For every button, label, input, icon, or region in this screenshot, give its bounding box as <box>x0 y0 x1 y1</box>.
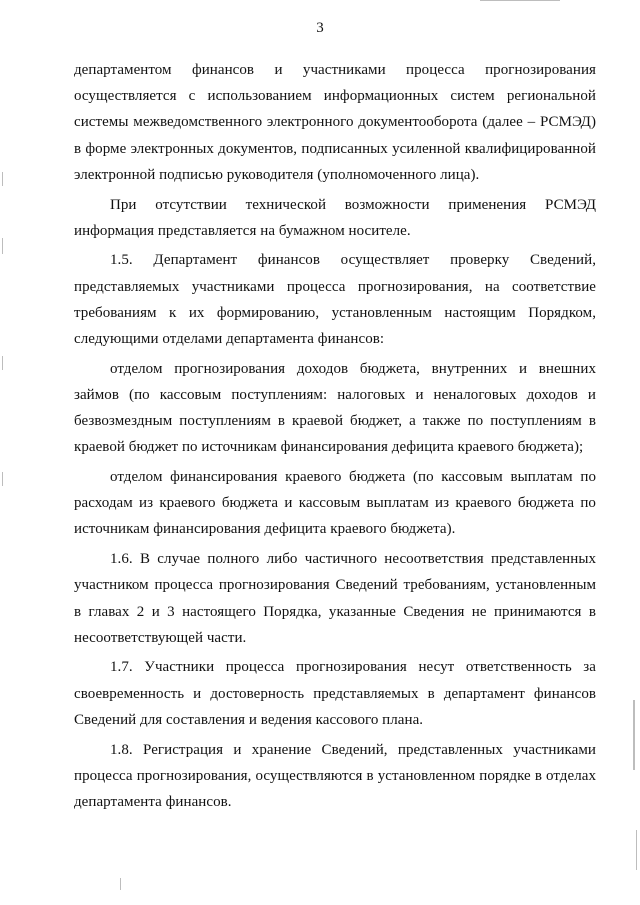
paragraph-paper-fallback: При отсутствии технической возможности применения РСМЭД информация представляется на бумажном носителе. <box>74 196 596 239</box>
scan-edge-mark <box>633 700 635 770</box>
paragraph-1-6: 1.6. В случае полного либо частичного несоответствия представленных участником процесса прогнозирования Сведений требованиям, установленным в главах 2 и 3 настоящего Порядка, указанные Сведения не принимаются в несоответствующей части. <box>74 551 596 646</box>
paragraph-1-5: 1.5. Департамент финансов осуществляет проверку Сведений, представляемых участниками процесса прогнозирования, на соответствие требованиям к их формированию, установленным настоящим Порядком, следующими отделами департамента финансов: <box>74 252 596 348</box>
scan-edge-mark <box>2 172 3 186</box>
scan-edge-mark <box>120 878 121 890</box>
scan-edge-mark <box>636 830 637 870</box>
scan-edge-mark <box>2 472 3 486</box>
scan-edge-mark <box>480 0 560 1</box>
page-number: 3 <box>316 20 324 36</box>
paragraph-revenue-department: отделом прогнозирования доходов бюджета, внутренних и внешних займов (по кассовым поступлениям: налоговых и неналоговых доходов и безвозмездным поступлениям в краевой бюджет, а также по поступлениям в краевой бюджет по источникам финансирования дефицита краевого бюджета); <box>74 360 596 456</box>
scan-edge-mark <box>2 356 3 370</box>
paragraph-1-7: 1.7. Участники процесса прогнозирования несут ответственность за своевременность и достоверность представляемых в департамент финансов Сведений для составления и ведения кассового плана. <box>74 659 596 728</box>
document-body <box>74 57 596 819</box>
paragraph-esed-exchange: департаментом финансов и участниками процесса прогнозирования осуществляется с использованием информационных систем региональной системы межведомственного электронного документооборота (далее – РСМЭД) в форме электронных документов, подписанных усиленной квалифицированной электронной подписью руководителя (уполномоченного лица). <box>74 62 596 183</box>
paragraph-1-8: 1.8. Регистрация и хранение Сведений, представленных участниками процесса прогнозирования, осуществляются в установленном порядке в отделах департамента финансов. <box>74 741 596 810</box>
paragraph-financing-department: отделом финансирования краевого бюджета (по кассовым выплатам по расходам из краевого бюджета и кассовым выплатам из краевого бюджета по источникам финансирования дефицита краевого бюджета). <box>74 469 596 538</box>
scan-edge-mark <box>2 238 3 254</box>
